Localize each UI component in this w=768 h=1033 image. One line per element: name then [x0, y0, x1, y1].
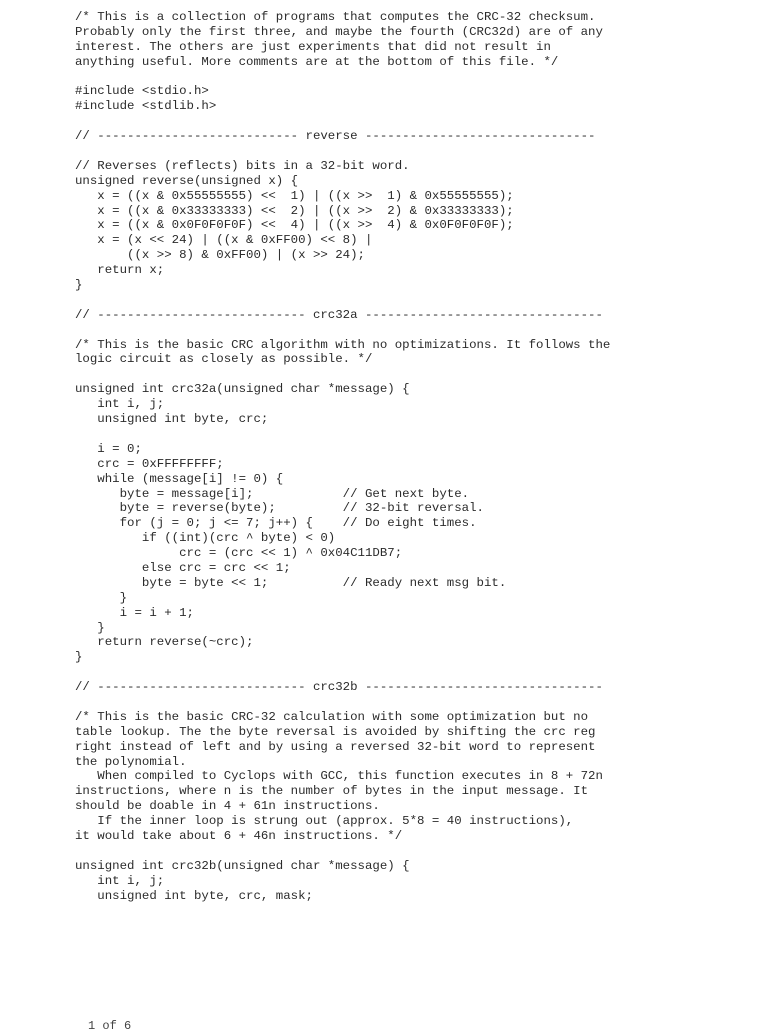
code-line — [75, 367, 610, 382]
code-line: i = 0; — [75, 441, 142, 456]
code-line: unsigned int crc32a(unsigned char *message) { — [75, 382, 410, 397]
code-line: // Reverses (reflects) bits in a 32-bit word. — [75, 158, 410, 173]
code-line: byte = reverse(byte); // 32-bit reversal. — [75, 501, 484, 516]
code-line: int i, j; — [75, 397, 165, 412]
code-line: should be doable in 4 + 61n instructions. — [75, 799, 380, 814]
code-line: #include <stdlib.h> — [75, 99, 217, 114]
code-line: unsigned reverse(unsigned x) { — [75, 173, 299, 188]
code-line: unsigned int crc32b(unsigned char *message) { — [75, 858, 410, 873]
code-line: } — [75, 650, 83, 665]
code-line: When compiled to Cyclops with GCC, this function executes in 8 + 72n — [75, 769, 603, 784]
code-line: logic circuit as closely as possible. */ — [75, 352, 373, 367]
code-line: /* This is the basic CRC algorithm with no optimizations. It follows the — [75, 337, 611, 352]
code-line: crc = 0xFFFFFFFF; — [75, 456, 224, 471]
code-line: byte = byte << 1; // Ready next msg bit. — [75, 575, 507, 590]
code-line: int i, j; — [75, 873, 165, 888]
code-line — [75, 427, 610, 442]
code-line: Probably only the first three, and maybe the fourth (CRC32d) are of any — [75, 24, 603, 39]
code-line: } — [75, 620, 105, 635]
code-line: #include <stdio.h> — [75, 84, 209, 99]
code-line: else crc = crc << 1; — [75, 560, 291, 575]
code-line: for (j = 0; j <= 7; j++) { // Do eight times. — [75, 516, 477, 531]
code-line: x = ((x & 0x55555555) << 1) | ((x >> 1) & 0x55555555); — [75, 188, 514, 203]
code-line: // --------------------------- reverse ------------------------------- — [75, 129, 596, 144]
code-line — [75, 144, 610, 159]
code-line: x = ((x & 0x33333333) << 2) | ((x >> 2) & 0x33333333); — [75, 203, 514, 218]
code-line: anything useful. More comments are at the bottom of this file. */ — [75, 54, 559, 69]
code-line: table lookup. The the byte reversal is avoided by shifting the crc reg — [75, 724, 596, 739]
code-line: the polynomial. — [75, 754, 187, 769]
code-line: return reverse(~crc); — [75, 635, 254, 650]
code-line: interest. The others are just experiments that did not result in — [75, 39, 551, 54]
code-line: // ---------------------------- crc32a -------------------------------- — [75, 307, 603, 322]
code-line: x = (x << 24) | ((x & 0xFF00) << 8) | — [75, 233, 373, 248]
code-line: byte = message[i]; // Get next byte. — [75, 486, 470, 501]
page-number: 1 of 6 — [88, 1019, 132, 1033]
code-line: If the inner loop is strung out (approx. 5*8 = 40 instructions), — [75, 814, 574, 829]
code-line — [75, 70, 610, 85]
code-line — [75, 665, 610, 680]
code-line: while (message[i] != 0) { — [75, 471, 284, 486]
code-line — [75, 293, 610, 308]
code-line: it would take about 6 + 46n instructions. */ — [75, 828, 403, 843]
code-line: unsigned int byte, crc, mask; — [75, 888, 313, 903]
code-line: i = i + 1; — [75, 605, 194, 620]
code-line — [75, 844, 610, 859]
code-line: unsigned int byte, crc; — [75, 412, 269, 427]
code-line: right instead of left and by using a reversed 32-bit word to represent — [75, 739, 596, 754]
code-line — [75, 323, 610, 338]
code-line: return x; — [75, 263, 165, 278]
code-line: } — [75, 590, 128, 605]
code-line: // ---------------------------- crc32b -------------------------------- — [75, 680, 603, 695]
code-line: crc = (crc << 1) ^ 0x04C11DB7; — [75, 546, 403, 561]
code-line: if ((int)(crc ^ byte) < 0) — [75, 531, 336, 546]
code-line: } — [75, 278, 83, 293]
code-line — [75, 114, 610, 129]
code-listing — [75, 10, 610, 903]
code-line: instructions, where n is the number of bytes in the input message. It — [75, 784, 589, 799]
code-line: /* This is a collection of programs that computes the CRC-32 checksum. — [75, 10, 596, 24]
code-line: ((x >> 8) & 0xFF00) | (x >> 24); — [75, 248, 365, 263]
code-line: x = ((x & 0x0F0F0F0F) << 4) | ((x >> 4) & 0x0F0F0F0F); — [75, 218, 514, 233]
code-line: /* This is the basic CRC-32 calculation with some optimization but no — [75, 709, 589, 724]
code-line — [75, 695, 610, 710]
